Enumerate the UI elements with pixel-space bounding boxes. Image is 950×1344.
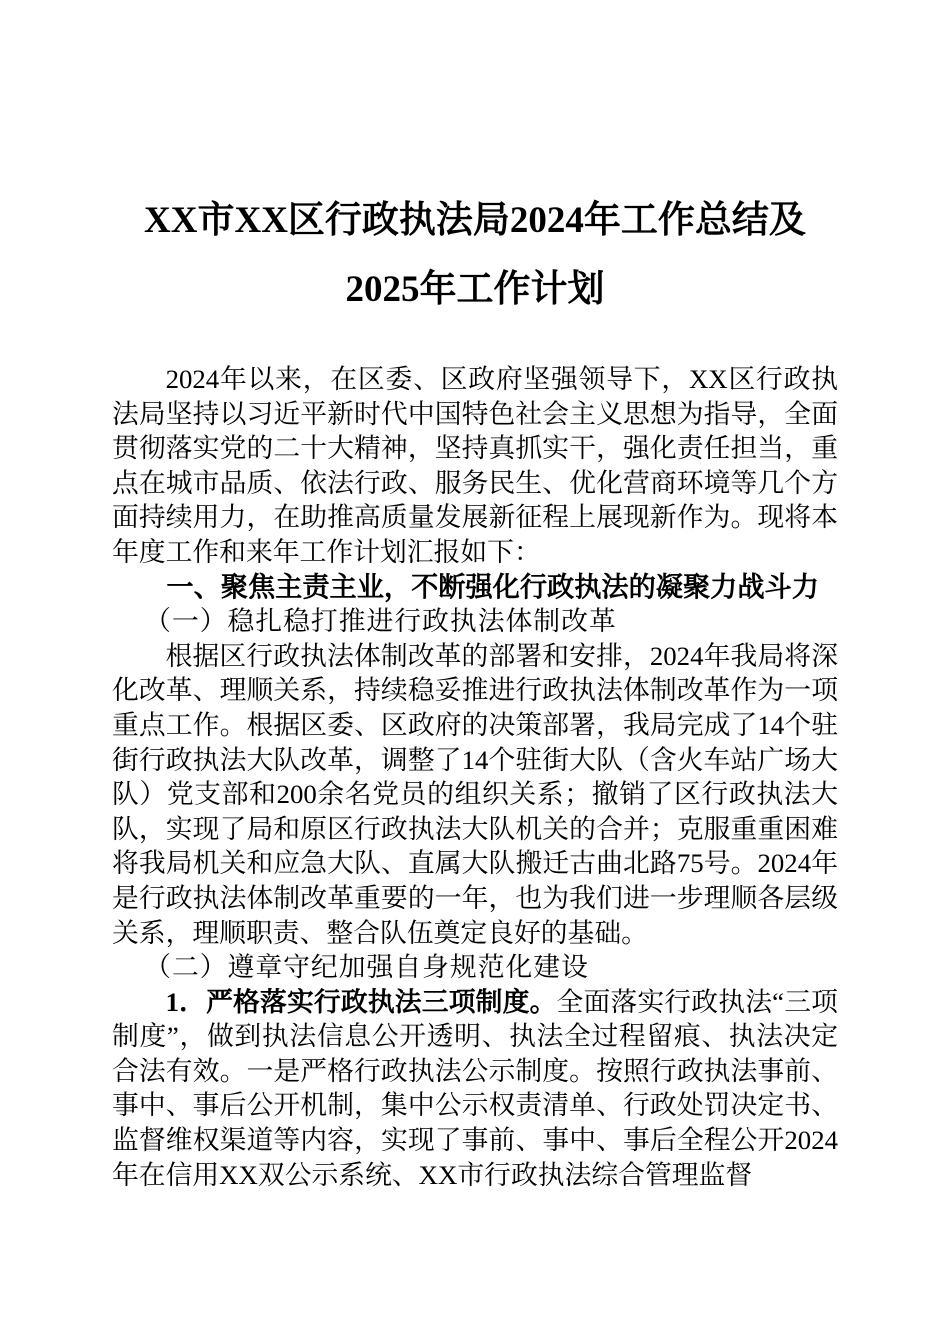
subsection-1-1-paragraph: 根据区行政执法体制改革的部署和安排，2024年我局将深化改革、理顺关系，持续稳妥推进行政执法体制改革作为一项重点工作。根据区委、区政府的决策部署，我局完成了14个驻街行政执法大队改革，调整了14个驻街大队（含火车站广场大队）党支部和200余名党员的组织关系；撤销了区行政执法大队，实现了局和原区行政执法大队机关的合并；克服重重困难将我局机关和应急大队、直属大队搬迁古曲北路75号。2024年是行政执法体制改革重要的一年，也为我们进一步理顺各层级关系，理顺职责、整合队伍奠定良好的基础。 (112, 640, 838, 948)
document-title: XX市XX区行政执法局2024年工作总结及2025年工作计划 (144, 200, 806, 310)
item-1-bold-lead: 1．严格落实行政执法三项制度。 (165, 986, 557, 1017)
item-1-text: 全面落实行政执法“三项制度”，做到执法信息公开透明、执法全过程留痕、执法决定合法有效。一是严格行政执法公示制度。按照行政执法事前、事中、事后公开机制，集中公示权责清单、行政处罚决定书、监督维权渠道等内容，实现了事前、事中、事后全程公开2024年在信用XX双公示系统、XX市行政执法综合管理监督 (112, 986, 838, 1190)
intro-paragraph: 2024年以来，在区委、区政府坚强领导下，XX区行政执法局坚持以习近平新时代中国特色社会主义思想为指导，全面贯彻落实党的二十大精神，坚持真抓实干，强化责任担当，重点在城市品质、依法行政、服务民生、优化营商环境等几个方面持续用力，在助推高质量发展新征程上展现新作为。现将本年度工作和来年工作计划汇报如下： (112, 364, 838, 567)
subsection-1-2-heading: （二）遵章守纪加强自身规范化建设 (144, 952, 589, 983)
subsection-1-1-heading: （一）稳扎稳打推进行政执法体制改革 (144, 606, 617, 637)
subsection-1-2-item-1 (112, 985, 838, 1193)
section-1-heading: 一、聚焦主责主业，不断强化行政执法的凝聚力战斗力 (166, 570, 819, 602)
